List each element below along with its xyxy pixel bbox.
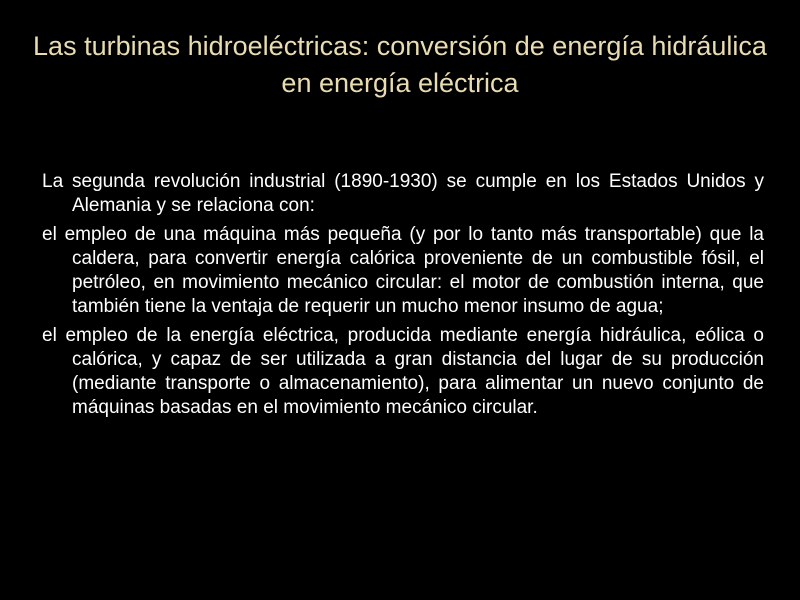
paragraph-combustion-engine: el empleo de una máquina más pequeña (y por lo tanto más transportable) que la caldera, para convertir energía calórica proveniente de un combustible fósil, el petróleo, en movimiento mecánico circular: el motor de combustión interna, que también tiene la ventaja de requerir un mucho menor insumo de agua; bbox=[42, 224, 764, 317]
slide-body bbox=[42, 170, 764, 425]
paragraph-intro: La segunda revolución industrial (1890-1930) se cumple en los Estados Unidos y Alemania y se relaciona con: bbox=[42, 171, 764, 216]
slide-title: Las turbinas hidroeléctricas: conversión de energía hidráulica en energía eléctrica bbox=[33, 31, 767, 98]
paragraph-electric-energy: el empleo de la energía eléctrica, producida mediante energía hidráulica, eólica o calórica, y capaz de ser utilizada a gran distancia del lugar de su producción (mediante transporte o almacenamiento), para alimentar un nuevo conjunto de máquinas basadas en el movimiento mecánico circular. bbox=[42, 325, 764, 418]
